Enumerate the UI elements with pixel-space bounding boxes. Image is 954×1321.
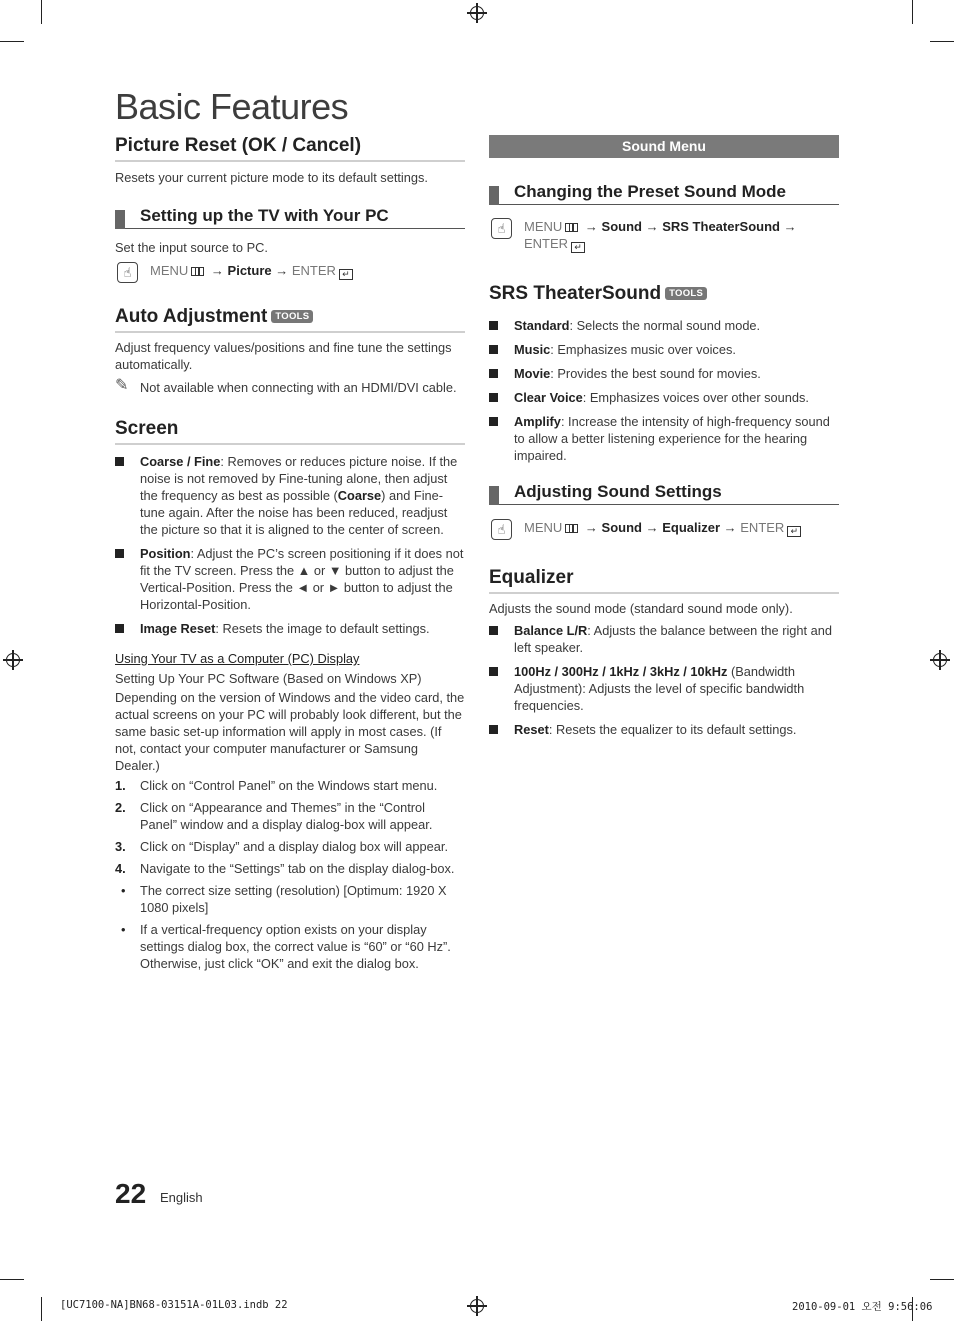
preset-title <box>489 182 839 205</box>
list-item <box>115 453 465 538</box>
item-text: : Adjust the PC’s screen positioning if it does not fit the TV screen. Press the ▲ or ▼ button to adjust the Vertical-Position. Press the ◄ or ► button to adjust the Horizontal-Position. <box>140 546 464 612</box>
print-file-info: [UC7100-NA]BN68-03151A-01L03.indb 22 <box>60 1299 288 1311</box>
page-title: Basic Features <box>115 86 349 127</box>
setup-pc-section <box>115 206 465 280</box>
auto-adjust-title-text: Auto Adjustment <box>115 306 268 327</box>
page-number: 22 <box>115 1178 147 1209</box>
bullet-square-icon <box>489 393 498 402</box>
step-item <box>115 799 465 833</box>
hand-icon: ☝ <box>117 262 138 283</box>
step-number: 3. <box>115 839 126 854</box>
list-item <box>115 620 465 637</box>
item-term: Movie <box>514 366 551 381</box>
screen-list <box>115 453 465 637</box>
adjust-menu-path <box>489 519 839 537</box>
equalizer-section <box>489 567 839 738</box>
list-item <box>489 341 839 358</box>
pc-display-title: Using Your TV as a Computer (PC) Display <box>115 651 360 666</box>
step-text: Click on “Control Panel” on the Windows start menu. <box>140 778 438 793</box>
item-text: (Bandwidth Adjustment): Adjusts the level of specific bandwidth frequencies. <box>514 664 805 713</box>
menu-path-sound: Sound <box>601 219 642 234</box>
item-text: : Increase the intensity of high-frequency sound to allow a better listening experience for the hearing impaired. <box>514 414 830 463</box>
step-item <box>115 860 465 877</box>
pc-display-line2: Depending on the version of Windows and the video card, the actual screens on your PC will probably look different, but the same basic set-up information will apply in most cases. (If not, contact your computer manufacturer or Samsung Dealer.) <box>115 690 465 773</box>
item-term: Amplify <box>514 414 561 429</box>
dot-bullet: • <box>121 922 126 937</box>
equalizer-title: Equalizer <box>489 567 839 594</box>
srs-title <box>489 283 839 308</box>
auto-adjust-note <box>115 379 465 396</box>
crop-mark <box>0 1279 24 1280</box>
adjust-title-text: Adjusting Sound Settings <box>514 482 722 501</box>
menu-label: MENU <box>150 263 189 278</box>
menu-arrow: → <box>275 263 289 278</box>
item-text: : Resets the image to default settings. <box>215 621 430 636</box>
menu-arrow: → <box>210 263 224 278</box>
crop-mark <box>930 1279 954 1280</box>
menu-path-picture: Picture <box>227 263 272 278</box>
crop-mark <box>0 41 24 42</box>
hand-icon: ☝ <box>491 519 512 540</box>
menu-arrow: → <box>645 520 659 535</box>
preset-section <box>489 182 839 253</box>
registration-mark-icon <box>6 653 20 667</box>
item-text: : Adjusts the balance between the right and left speaker. <box>514 623 832 655</box>
bullet-square-icon <box>115 549 124 558</box>
heading-bar <box>489 186 499 205</box>
step-text: Click on “Display” and a display dialog box will appear. <box>140 839 448 854</box>
step-text: Navigate to the “Settings” tab on the display dialog-box. <box>140 861 455 876</box>
step-number: 4. <box>115 861 126 876</box>
menu-path-sound: Sound <box>601 520 642 535</box>
menu-arrow: → <box>584 219 598 234</box>
item-text: : Emphasizes voices over other sounds. <box>582 390 809 405</box>
dot-text: The correct size setting (resolution) [Optimum: 1920 X 1080 pixels] <box>140 883 447 915</box>
enter-label: ENTER <box>524 236 569 251</box>
auto-adjust-section <box>115 306 465 396</box>
crop-mark <box>930 41 954 42</box>
item-term: Clear Voice <box>514 390 583 405</box>
list-item <box>489 413 839 464</box>
list-item <box>489 721 839 738</box>
dot-text: If a vertical-frequency option exists on your display settings dialog box, the correct value is “60” or “60 Hz”. Otherwise, just click “OK” and exit the dialog box. <box>140 922 451 971</box>
dot-item <box>115 882 465 916</box>
adjust-title <box>489 482 839 505</box>
menu-arrow: → <box>723 520 737 535</box>
menu-label: MENU <box>524 219 563 234</box>
pc-display-section <box>115 651 465 972</box>
pc-display-line1: Setting Up Your PC Software (Based on Windows XP) <box>115 671 422 686</box>
hand-icon: ☝ <box>491 218 512 239</box>
bullet-square-icon <box>489 417 498 426</box>
equalizer-list <box>489 622 839 738</box>
enter-label: ENTER <box>291 263 336 278</box>
enter-label: ENTER <box>740 520 785 535</box>
setup-pc-title-text: Setting up the TV with Your PC <box>140 206 389 225</box>
crop-mark <box>41 1297 42 1321</box>
bullet-square-icon <box>489 667 498 676</box>
registration-mark-icon <box>470 1299 484 1313</box>
step-item <box>115 838 465 855</box>
bullet-square-icon <box>489 345 498 354</box>
picture-reset-title: Picture Reset (OK / Cancel) <box>115 135 465 162</box>
adjust-section <box>489 482 839 537</box>
left-column <box>115 135 465 977</box>
picture-reset-section <box>115 135 465 186</box>
item-term: Image Reset <box>140 621 216 636</box>
pencil-note-icon: ✎ <box>115 377 129 394</box>
heading-bar <box>115 210 125 229</box>
preset-title-text: Changing the Preset Sound Mode <box>514 182 787 201</box>
bullet-square-icon <box>489 626 498 635</box>
bullet-square-icon <box>489 369 498 378</box>
heading-bar <box>489 486 499 505</box>
menu-arrow: → <box>584 520 598 535</box>
srs-list <box>489 317 839 464</box>
list-item <box>489 317 839 334</box>
item-term: Balance L/R <box>514 623 588 638</box>
menu-grid-icon <box>191 267 204 276</box>
item-text: : Emphasizes music over voices. <box>550 342 736 357</box>
item-term: 100Hz / 300Hz / 1kHz / 3kHz / 10kHz <box>514 664 728 679</box>
screen-section <box>115 418 465 637</box>
item-term: Reset <box>514 722 549 737</box>
bullet-square-icon <box>489 321 498 330</box>
enter-icon: ↵ <box>339 269 353 280</box>
bullet-square-icon <box>115 457 124 466</box>
list-item <box>489 663 839 714</box>
setup-pc-body: Set the input source to PC. <box>115 240 268 255</box>
crop-mark <box>912 0 913 24</box>
menu-arrow: → <box>645 219 659 234</box>
list-item <box>489 365 839 382</box>
bullet-square-icon <box>489 725 498 734</box>
menu-arrow: → <box>783 219 797 234</box>
list-item <box>115 545 465 613</box>
auto-adjust-title <box>115 306 465 333</box>
list-item <box>489 389 839 406</box>
setup-pc-menu-path <box>115 262 465 280</box>
item-text: ) and Fine-tune again. After the noise has been reduced, readjust the picture so that it is aligned to the center of screen. <box>140 488 448 537</box>
item-text: : Removes or reduces picture noise. If the noise is not removed by Fine-tuning alone, then adjust the frequency as best as possible ( <box>140 454 458 503</box>
enter-icon: ↵ <box>787 526 801 537</box>
menu-label: MENU <box>524 520 563 535</box>
item-term: Position <box>140 546 191 561</box>
preset-menu-path <box>489 218 839 253</box>
item-term: Coarse <box>337 488 382 503</box>
item-term: Music <box>514 342 551 357</box>
auto-adjust-note-text: Not available when connecting with an HDMI/DVI cable. <box>140 380 457 395</box>
print-date-info: 2010-09-01 오전 9:56:06 <box>792 1301 933 1313</box>
picture-reset-body: Resets your current picture mode to its default settings. <box>115 170 428 185</box>
page-language: English <box>160 1190 203 1205</box>
sound-menu-banner: Sound Menu <box>489 135 839 158</box>
list-item <box>489 622 839 656</box>
menu-path-equalizer: Equalizer <box>662 520 721 535</box>
right-column <box>489 135 839 745</box>
equalizer-body: Adjusts the sound mode (standard sound mode only). <box>489 601 793 616</box>
menu-path-srs: SRS TheaterSound <box>662 219 780 234</box>
screen-title: Screen <box>115 418 465 445</box>
registration-mark-icon <box>933 653 947 667</box>
pc-display-steps <box>115 777 465 972</box>
item-term: Standard <box>514 318 570 333</box>
tools-badge: TOOLS <box>271 310 313 323</box>
auto-adjust-body: Adjust frequency values/positions and fine tune the settings automatically. <box>115 340 452 372</box>
step-item <box>115 777 465 794</box>
step-number: 1. <box>115 778 126 793</box>
dot-bullet: • <box>121 883 126 898</box>
crop-mark <box>41 0 42 24</box>
step-number: 2. <box>115 800 126 815</box>
item-text: : Selects the normal sound mode. <box>569 318 761 333</box>
setup-pc-title <box>115 206 465 229</box>
item-term: Coarse / Fine <box>140 454 221 469</box>
menu-grid-icon <box>565 223 578 232</box>
item-text: : Provides the best sound for movies. <box>550 366 761 381</box>
srs-title-text: SRS TheaterSound <box>489 283 662 304</box>
enter-icon: ↵ <box>571 242 585 253</box>
dot-item <box>115 921 465 972</box>
item-text: : Resets the equalizer to its default settings. <box>548 722 797 737</box>
menu-grid-icon <box>565 524 578 533</box>
bullet-square-icon <box>115 624 124 633</box>
tools-badge: TOOLS <box>665 287 707 300</box>
step-text: Click on “Appearance and Themes” in the “Control Panel” window and a display dialog-box will appear. <box>140 800 433 832</box>
srs-section <box>489 283 839 464</box>
registration-mark-icon <box>470 6 484 20</box>
